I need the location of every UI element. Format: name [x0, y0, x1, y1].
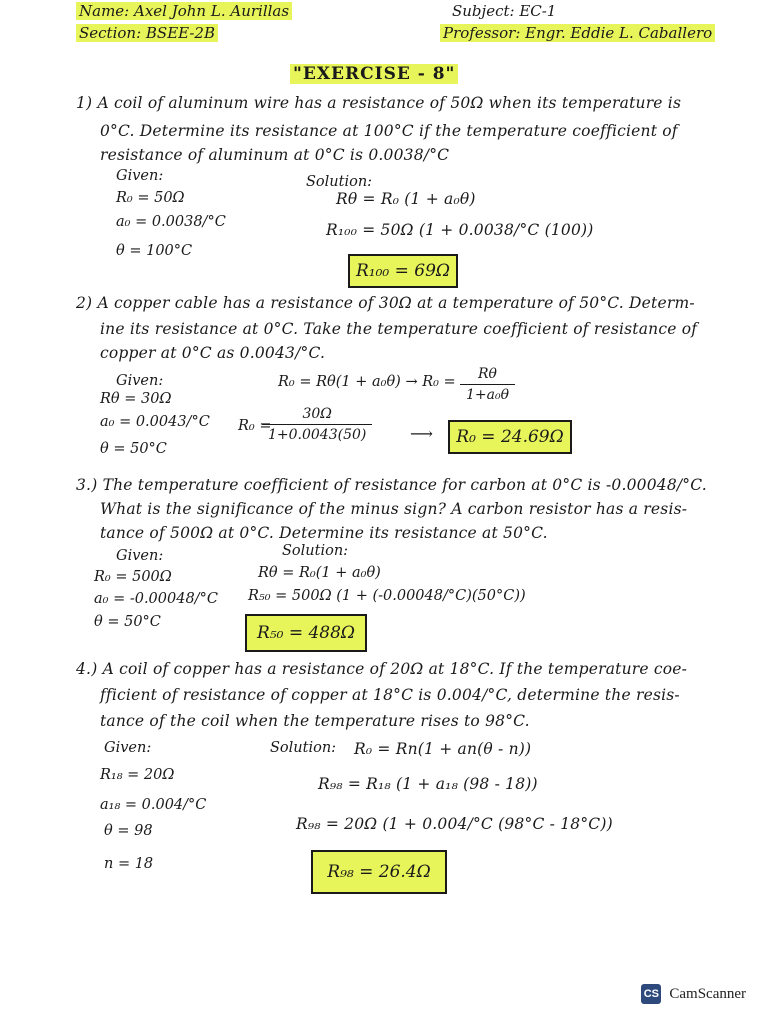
problem-3-given-label: Given:: [116, 548, 164, 564]
problem-2-fraction-label: R₀ =: [238, 418, 272, 434]
problem-3-solution-1: Rθ = R₀(1 + a₀θ): [258, 565, 381, 581]
fraction-numerator: Rθ: [460, 366, 515, 385]
problem-4-given-2: a₁₈ = 0.004/°C: [100, 797, 207, 813]
problem-2-line-1: 2) A copper cable has a resistance of 30Ω at a temperature of 50°C. Determ-: [76, 294, 695, 312]
problem-2-given-2: a₀ = 0.0043/°C: [100, 414, 210, 430]
professor: Professor: Engr. Eddie L. Caballero: [440, 24, 715, 42]
problem-4-line-1: 4.) A coil of copper has a resistance of 20Ω at 18°C. If the temperature coe-: [76, 660, 688, 678]
problem-2-line-3: copper at 0°C as 0.0043/°C.: [100, 344, 326, 362]
problem-4-solution-label: Solution:: [270, 740, 337, 756]
student-section: Section: BSEE-2B: [76, 24, 218, 42]
problem-4-solution-2: R₉₈ = R₁₈ (1 + a₁₈ (98 - 18)): [318, 775, 538, 793]
problem-2-answer: R₀ = 24.69Ω: [448, 420, 572, 454]
problem-1-line-1: 1) A coil of aluminum wire has a resistance of 50Ω when its temperature is: [76, 94, 682, 112]
problem-4-given-label: Given:: [104, 740, 152, 756]
subject: Subject: EC-1: [452, 2, 557, 20]
problem-1-solution-1: Rθ = R₀ (1 + a₀θ): [336, 190, 476, 208]
fraction-numerator: 30Ω: [262, 406, 372, 425]
problem-1-solution-2: R₁₀₀ = 50Ω (1 + 0.0038/°C (100)): [326, 221, 594, 239]
problem-1-given-1: R₀ = 50Ω: [116, 190, 185, 206]
problem-2-given-3: θ = 50°C: [100, 441, 167, 457]
problem-4-solution-3: R₉₈ = 20Ω (1 + 0.004/°C (98°C - 18°C)): [296, 815, 613, 833]
camscanner-label: CamScanner: [669, 985, 746, 1002]
problem-3-solution-2: R₅₀ = 500Ω (1 + (-0.00048/°C)(50°C)): [248, 588, 526, 604]
problem-3-answer: R₅₀ = 488Ω: [245, 614, 367, 652]
problem-1-given-label: Given:: [116, 168, 164, 184]
problem-1-line-2: 0°C. Determine its resistance at 100°C if the temperature coefficient of: [100, 122, 678, 140]
problem-2-fraction-2: [262, 406, 372, 443]
problem-3-line-1: 3.) The temperature coefficient of resistance for carbon at 0°C is -0.00048/°C.: [76, 476, 707, 494]
problem-2-line-2: ine its resistance at 0°C. Take the temperature coefficient of resistance of: [100, 320, 698, 338]
fraction-denominator: 1+a₀θ: [466, 387, 510, 403]
problem-3-line-2: What is the significance of the minus sign? A carbon resistor has a resis-: [100, 500, 688, 518]
problem-2-given-1: Rθ = 30Ω: [100, 391, 172, 407]
problem-3-line-3: tance of 500Ω at 0°C. Determine its resistance at 50°C.: [100, 524, 548, 542]
arrow-icon: ⟶: [410, 424, 433, 443]
problem-3-given-3: θ = 50°C: [94, 614, 161, 630]
problem-1-answer: R₁₀₀ = 69Ω: [348, 254, 458, 288]
problem-1-given-2: a₀ = 0.0038/°C: [116, 214, 226, 230]
problem-3-given-1: R₀ = 500Ω: [94, 569, 172, 585]
camscanner-logo-icon: CS: [641, 984, 661, 1004]
problem-1-solution-label: Solution:: [306, 174, 373, 190]
problem-3-given-2: a₀ = -0.00048/°C: [94, 591, 218, 607]
problem-4-given-3: θ = 98: [104, 823, 153, 839]
fraction-denominator: 1+0.0043(50): [268, 427, 367, 443]
problem-4-given-4: n = 18: [104, 856, 154, 872]
problem-4-given-1: R₁₈ = 20Ω: [100, 767, 175, 783]
camscanner-watermark: [641, 984, 746, 1004]
problem-2-fraction-1: [460, 366, 515, 403]
problem-2-given-label: Given:: [116, 373, 164, 389]
problem-1-given-3: θ = 100°C: [116, 243, 193, 259]
problem-4-solution-1: R₀ = Rn(1 + an(θ - n)): [354, 740, 532, 758]
problem-3-solution-label: Solution:: [282, 543, 349, 559]
problem-4-line-2: fficient of resistance of copper at 18°C is 0.004/°C, determine the resis-: [100, 686, 680, 704]
problem-2-solution-1: R₀ = Rθ(1 + a₀θ) → R₀ =: [278, 374, 456, 390]
problem-4-answer: R₉₈ = 26.4Ω: [311, 850, 447, 894]
problem-1-line-3: resistance of aluminum at 0°C is 0.0038/°C: [100, 146, 450, 164]
problem-4-line-3: tance of the coil when the temperature rises to 98°C.: [100, 712, 530, 730]
student-name: Name: Axel John L. Aurillas: [76, 2, 292, 20]
exercise-title: "EXERCISE - 8": [290, 64, 458, 84]
